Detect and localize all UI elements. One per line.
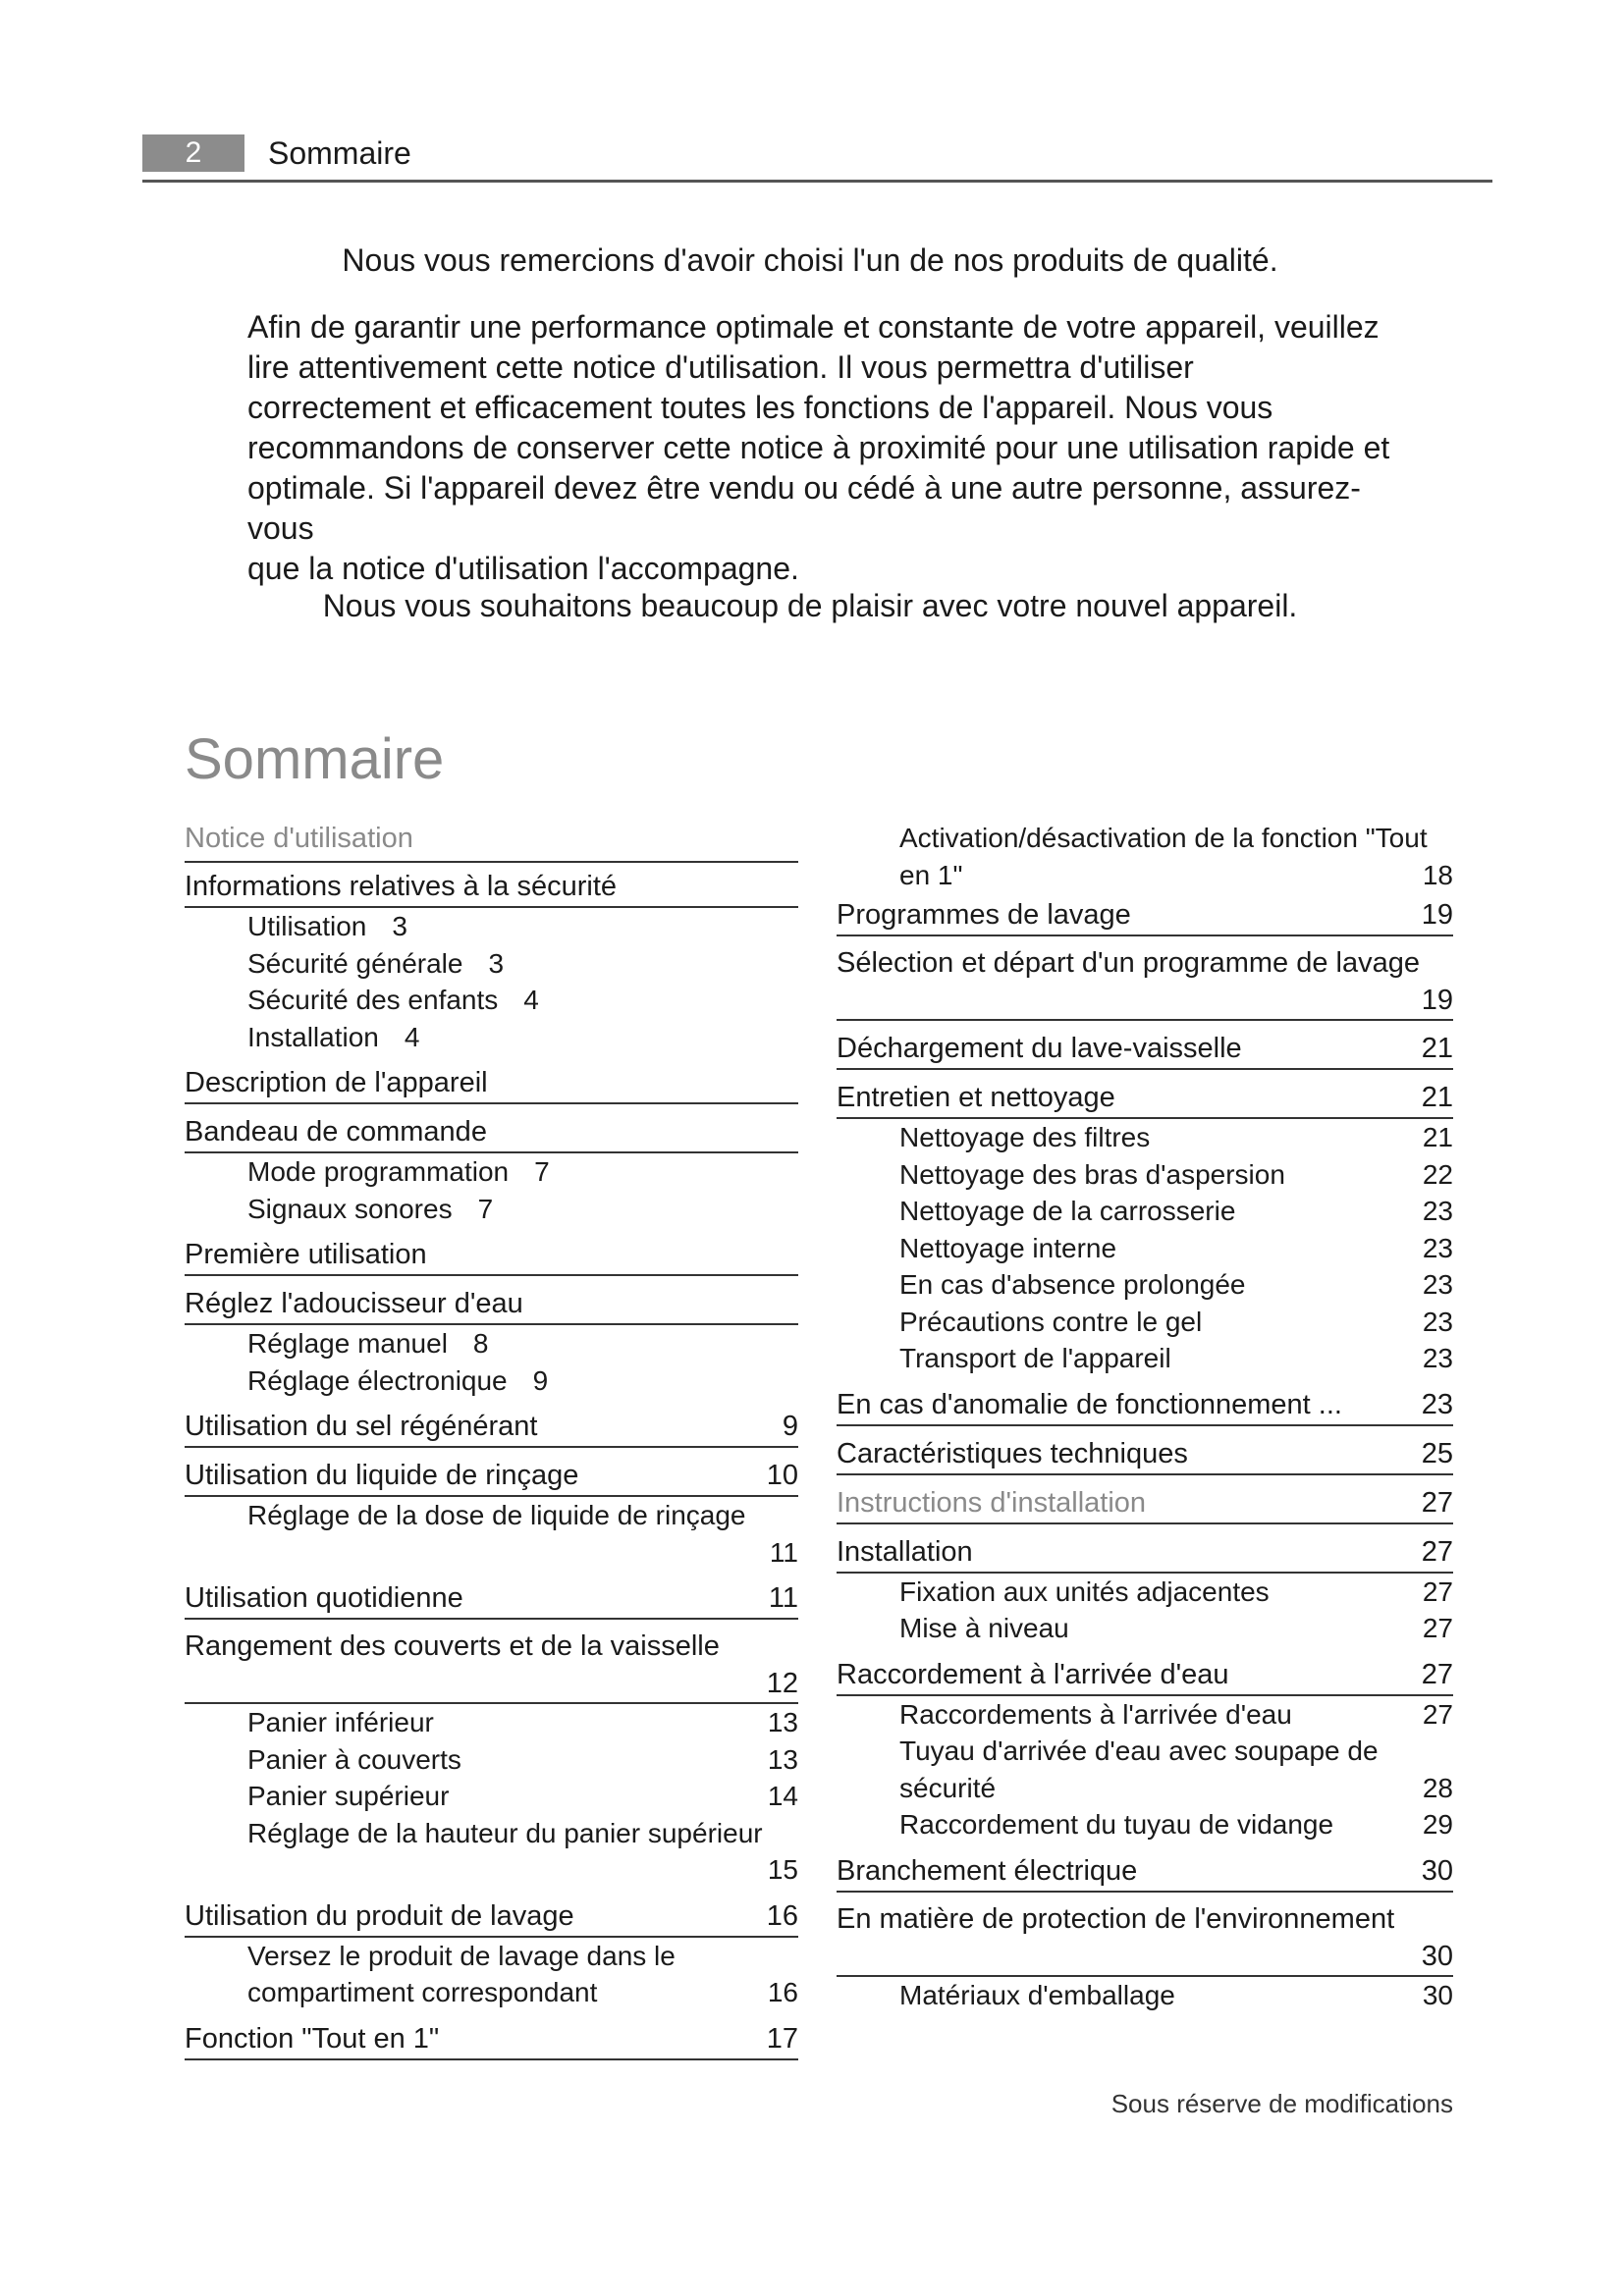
toc-entry-label: Description de l'appareil: [185, 1067, 488, 1098]
toc-subentry[interactable]: [185, 945, 798, 983]
toc-entry-label: Caractéristiques techniques: [837, 1437, 1188, 1469]
toc-sub-page: 30: [1422, 1979, 1453, 2010]
intro-wish: Nous vous souhaitons beaucoup de plaisir avec votre nouvel appareil.: [322, 588, 1298, 623]
toc-sub-label: Panier à couverts: [247, 1743, 461, 1775]
toc-entry-page: 19: [1421, 899, 1453, 931]
toc-entry[interactable]: [185, 1063, 798, 1104]
toc-sub-label: Raccordements à l'arrivée d'eau: [899, 1698, 1292, 1730]
toc-subentry[interactable]: [185, 1497, 798, 1571]
toc-entry-page: 30: [1421, 1854, 1453, 1887]
toc-section-label: [185, 820, 798, 861]
toc-entry[interactable]: [837, 1434, 1453, 1475]
toc-entry-page: 9: [782, 1411, 798, 1442]
toc-entry-label: Utilisation du produit de lavage: [185, 1899, 574, 1932]
toc-entry-page: 12: [766, 1668, 798, 1699]
toc-sub-label: Sécurité générale: [247, 947, 463, 979]
toc-sub-page: 22: [1422, 1158, 1453, 1190]
toc-entry-label: Déchargement du lave-vaisselle: [837, 1033, 1242, 1064]
toc-entry[interactable]: [837, 895, 1453, 936]
toc-entry-page: 11: [768, 1582, 798, 1614]
toc-entry[interactable]: [185, 2019, 798, 2060]
toc-sub-page: 8: [472, 1328, 489, 1359]
toc-sub-page: 4: [523, 985, 539, 1015]
toc-sub-label: Tuyau d'arrivée d'eau avec soupape de: [899, 1735, 1379, 1766]
toc-entry-page: 27: [1421, 1658, 1453, 1690]
toc-sub-label: Réglage de la dose de liquide de rinçage: [247, 1500, 746, 1530]
toc-sub-page: 7: [477, 1193, 494, 1224]
toc-subentry[interactable]: [185, 908, 798, 945]
toc-entry-page: 27: [1421, 1486, 1453, 1519]
toc-entry-label: Sélection et départ d'un programme de lavage: [837, 947, 1420, 979]
toc-entry[interactable]: [185, 1578, 798, 1620]
toc-sub-page: 4: [404, 1021, 420, 1052]
toc-entry[interactable]: [837, 1900, 1453, 1977]
toc-entry-label: Programmes de lavage: [837, 899, 1131, 931]
toc-sub-label: en 1": [899, 859, 963, 890]
toc-subentry[interactable]: [185, 1325, 798, 1362]
toc-rule: [185, 861, 798, 863]
toc-subentry[interactable]: [837, 1193, 1453, 1230]
toc-sub-page: 27: [1422, 1575, 1453, 1607]
intro-line: que la notice d'utilisation l'accompagne.: [247, 551, 799, 586]
toc-subentry[interactable]: [185, 982, 798, 1019]
toc-subentry[interactable]: [837, 820, 1453, 893]
toc-subentry[interactable]: [837, 1230, 1453, 1267]
toc-entry-label: Utilisation quotidienne: [185, 1582, 463, 1614]
toc-entry-label: Raccordement à l'arrivée d'eau: [837, 1658, 1229, 1690]
page-number: 2: [142, 134, 244, 172]
intro-line: recommandons de conserver cette notice à proximité pour une utilisation rapide et: [247, 430, 1390, 465]
toc-entry-page: 10: [766, 1460, 798, 1491]
toc-sub-label: Panier supérieur: [247, 1781, 450, 1811]
toc-sub-page: 23: [1422, 1306, 1453, 1337]
toc-section-label[interactable]: [837, 1483, 1453, 1524]
toc-subentry[interactable]: [185, 1362, 798, 1400]
toc-entry-label: Réglez l'adoucisseur d'eau: [185, 1288, 523, 1319]
toc-sub-label: Versez le produit de lavage dans le: [247, 1940, 676, 1971]
toc-entry-label: Fonction "Tout en 1": [185, 2022, 440, 2055]
toc-sub-label: Mode programmation: [247, 1156, 510, 1187]
toc-right-column: [837, 820, 1453, 2013]
toc-section-text: Notice d'utilisation: [185, 823, 413, 854]
intro-line: correctement et efficacement toutes les fonctions de l'appareil. Nous vous: [247, 390, 1273, 425]
toc-entry[interactable]: [837, 944, 1453, 1021]
toc-entry-label: Rangement des couverts et de la vaisselle: [185, 1630, 720, 1662]
toc-subentry[interactable]: [837, 1806, 1453, 1843]
toc-sub-page: 28: [1422, 1772, 1453, 1803]
toc-sub-page: 14: [767, 1781, 798, 1811]
toc-entry-label: Bandeau de commande: [185, 1116, 487, 1148]
toc-sub-page: 23: [1422, 1196, 1453, 1226]
toc-sub-label: compartiment correspondant: [247, 1977, 598, 2007]
toc-entry-label: En matière de protection de l'environnement: [837, 1902, 1395, 1935]
toc-sub-label: sécurité: [899, 1772, 997, 1803]
toc-entry[interactable]: [185, 1896, 798, 1938]
toc-entry[interactable]: [185, 867, 798, 908]
toc-sub-label: Mise à niveau: [899, 1613, 1069, 1643]
toc-sub-label: Raccordement du tuyau de vidange: [899, 1809, 1334, 1840]
toc-sub-page: 27: [1422, 1698, 1453, 1730]
toc-entry-page: 23: [1421, 1388, 1453, 1420]
toc-sub-page: 9: [532, 1364, 549, 1396]
toc-entry-label: En cas d'anomalie de fonctionnement ...: [837, 1388, 1342, 1420]
toc-subentry[interactable]: [837, 1733, 1453, 1806]
intro-thanks: Nous vous remercions d'avoir choisi l'un de nos produits de qualité.: [342, 242, 1278, 278]
toc-entry-page: 16: [766, 1899, 798, 1932]
toc-entry-page: 21: [1421, 1082, 1453, 1113]
toc-subentry[interactable]: [837, 1266, 1453, 1304]
toc-subentry[interactable]: [837, 1340, 1453, 1377]
intro-line: lire attentivement cette notice d'utilisation. Il vous permettra d'utiliser: [247, 349, 1194, 385]
toc-sub-label: Signaux sonores: [247, 1193, 453, 1224]
toc-sub-page: 3: [488, 947, 505, 979]
toc-sub-label: Activation/désactivation de la fonction "Tout: [899, 823, 1428, 853]
toc-entry[interactable]: [185, 1112, 798, 1153]
toc-sub-label: Précautions contre le gel: [899, 1306, 1203, 1337]
toc-subentry[interactable]: [837, 1574, 1453, 1611]
toc-sub-page: 18: [1422, 859, 1453, 890]
intro-line: Afin de garantir une performance optimale et constante de votre appareil, veuillez: [247, 309, 1380, 345]
toc-subentry[interactable]: [837, 1977, 1453, 2014]
toc-sub-label: Installation: [247, 1021, 379, 1052]
toc-subentry[interactable]: [837, 1156, 1453, 1194]
toc-sub-page: 23: [1422, 1232, 1453, 1263]
toc-entry-label: Branchement électrique: [837, 1854, 1138, 1887]
toc-sub-page: 29: [1422, 1809, 1453, 1840]
toc-entry[interactable]: [837, 1851, 1453, 1893]
toc-sub-label: Réglage de la hauteur du panier supérieur: [247, 1817, 763, 1848]
toc-sub-label: Panier inférieur: [247, 1707, 434, 1737]
toc-sub-label: Réglage électronique: [247, 1364, 508, 1396]
toc-title: Sommaire: [185, 727, 445, 791]
toc-subentry[interactable]: [185, 1815, 798, 1889]
intro-line: optimale. Si l'appareil devez être vendu ou cédé à une autre personne, assurez-vous: [247, 470, 1361, 546]
toc-sub-page: 13: [767, 1743, 798, 1775]
toc-sub-page: 11: [769, 1536, 798, 1568]
toc-subentry[interactable]: [185, 1938, 798, 2011]
toc-subentry[interactable]: [185, 1191, 798, 1228]
toc-entry-label: Entretien et nettoyage: [837, 1082, 1115, 1113]
toc-entry-page: 25: [1421, 1437, 1453, 1469]
toc-left-column: [185, 820, 798, 2060]
footer-note: Sous réserve de modifications: [1110, 2089, 1453, 2118]
toc-sub-label: Réglage manuel: [247, 1328, 448, 1359]
toc-subentry[interactable]: [837, 1304, 1453, 1341]
toc-entry-label: Première utilisation: [185, 1239, 427, 1270]
toc-sub-label: Transport de l'appareil: [899, 1343, 1171, 1373]
toc-entry[interactable]: [185, 1284, 798, 1325]
toc-sub-page: 3: [392, 911, 407, 941]
toc-entry-page: 21: [1421, 1033, 1453, 1064]
toc-sub-page: 13: [767, 1707, 798, 1737]
toc-entry-label: Utilisation du liquide de rinçage: [185, 1460, 579, 1491]
toc-sub-page: 23: [1422, 1343, 1453, 1373]
toc-entry-page: 30: [1421, 1940, 1453, 1972]
toc-sub-label: Nettoyage interne: [899, 1232, 1117, 1263]
header-rule: [142, 180, 1492, 183]
toc-subentry[interactable]: [185, 1019, 798, 1056]
toc-subentry[interactable]: [185, 1741, 798, 1779]
toc-sub-page: 27: [1422, 1613, 1453, 1643]
toc-sub-page: 16: [767, 1977, 798, 2007]
toc-sub-label: Fixation aux unités adjacentes: [899, 1575, 1270, 1607]
toc-subentry[interactable]: [185, 1153, 798, 1191]
toc-sub-label: Nettoyage des bras d'aspersion: [899, 1158, 1285, 1190]
toc-section-text: Instructions d'installation: [837, 1486, 1147, 1519]
toc-entry[interactable]: [837, 1532, 1453, 1574]
toc-subentry[interactable]: [185, 1704, 798, 1741]
page-header: [142, 134, 1492, 184]
toc-sub-label: Nettoyage de la carrosserie: [899, 1196, 1236, 1226]
intro-paragraph: [247, 307, 1416, 589]
toc-entry-page: 17: [766, 2022, 798, 2055]
toc-sub-page: 23: [1422, 1269, 1453, 1300]
toc-sub-page: 21: [1422, 1122, 1453, 1152]
toc-entry[interactable]: [837, 1385, 1453, 1426]
toc-sub-label: Utilisation: [247, 911, 367, 941]
toc-sub-label: Sécurité des enfants: [247, 985, 499, 1015]
toc-subentry[interactable]: [837, 1696, 1453, 1734]
toc-sub-label: Matériaux d'emballage: [899, 1979, 1175, 2010]
toc-entry[interactable]: [185, 1456, 798, 1497]
toc-entry-label: Informations relatives à la sécurité: [185, 871, 618, 902]
toc-entry-page: 27: [1421, 1535, 1453, 1568]
toc-sub-label: En cas d'absence prolongée: [899, 1269, 1246, 1300]
toc-subentry[interactable]: [185, 1778, 798, 1815]
toc-sub-page: 15: [767, 1854, 798, 1885]
toc-subentry[interactable]: [837, 1119, 1453, 1156]
toc-entry-label: Utilisation du sel régénérant: [185, 1411, 538, 1442]
toc-sub-label: Nettoyage des filtres: [899, 1122, 1151, 1152]
toc-entry[interactable]: [185, 1628, 798, 1704]
toc-entry[interactable]: [837, 1078, 1453, 1119]
toc-entry[interactable]: [837, 1655, 1453, 1696]
toc-sub-page: 7: [534, 1156, 550, 1187]
toc-subentry[interactable]: [837, 1610, 1453, 1647]
header-title: Sommaire: [268, 135, 411, 171]
toc-entry[interactable]: [837, 1029, 1453, 1070]
toc-entry-label: Installation: [837, 1535, 973, 1568]
toc-entry[interactable]: [185, 1407, 798, 1448]
toc-entry-page: 19: [1421, 985, 1453, 1016]
toc-entry[interactable]: [185, 1235, 798, 1276]
